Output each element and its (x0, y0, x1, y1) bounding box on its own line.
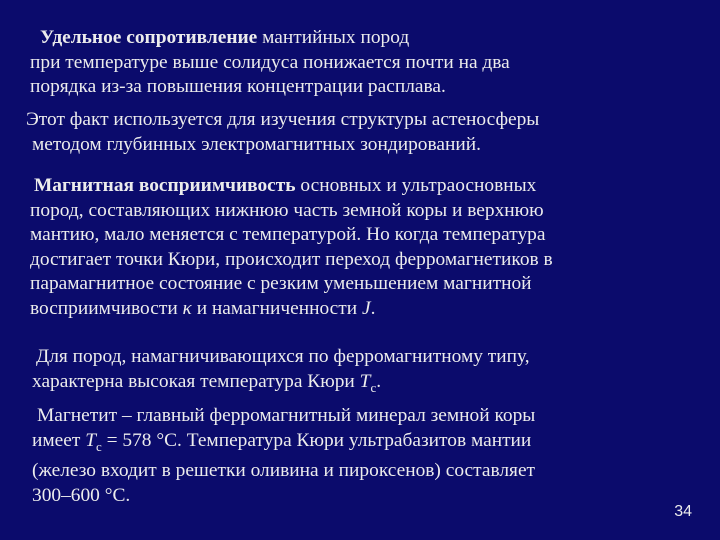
text-line (30, 26, 510, 51)
text-fragment: основных и ультраосновных (295, 175, 537, 196)
text-fragment: = 578 °С. Температура Кюри ультрабазитов мантии (101, 429, 532, 451)
paragraph-resistivity (30, 26, 510, 100)
text-line: методом глубинных электромагнитных зондирований. (32, 133, 481, 155)
text-line (30, 174, 553, 199)
term-susceptibility: Магнитная восприимчивость (34, 175, 296, 196)
symbol-J: J (361, 297, 371, 319)
text-line (32, 370, 530, 400)
symbol-subscript: c (95, 438, 102, 454)
text-line: парамагнитное состояние с резким уменьшением магнитной (30, 273, 532, 295)
text-line: порядка из-за повышения концентрации расплава. (30, 76, 446, 98)
text-line (30, 297, 553, 322)
paragraph-curie-temperature (32, 345, 530, 400)
symbol-kappa: κ (182, 297, 192, 319)
symbol-subscript: c (370, 379, 377, 395)
paragraph-susceptibility (30, 174, 553, 322)
text-line (32, 429, 535, 459)
text-line: Магнетит – главный ферромагнитный минерал земной коры (37, 405, 536, 426)
text-fragment: и намагниченности (191, 297, 362, 319)
text-fragment: характерна высокая температура Кюри (32, 370, 360, 392)
text-fragment: мантийных пород (257, 27, 410, 48)
symbol-T: T (85, 429, 96, 451)
text-line: мантию, мало меняется с температурой. Но когда температура (30, 224, 546, 246)
text-line: Для пород, намагничивающихся по ферромагнитному типу, (36, 346, 530, 367)
symbol-T: T (359, 370, 371, 392)
text-fragment: имеет (32, 429, 86, 451)
text-line: Этот факт используется для изучения структуры астеносферы (26, 109, 540, 130)
text-line: при температуре выше солидуса понижается почти на два (30, 51, 510, 73)
paragraph-asthenosphere (26, 108, 539, 157)
term-resistivity: Удельное сопротивление (40, 27, 258, 48)
text-line: пород, составляющих нижнюю часть земной коры и верхнюю (30, 199, 544, 221)
text-line: (железо входит в решетки оливина и пироксенов) составляет (32, 460, 536, 482)
paragraph-magnetite (32, 404, 535, 508)
page-number: 34 (674, 503, 692, 520)
text-fragment: восприимчивости (30, 297, 183, 319)
text-fragment: . (376, 370, 382, 392)
text-line: достигает точки Кюри, происходит переход ферромагнетиков в (30, 248, 553, 270)
text-line: 300–600 °С. (32, 484, 131, 506)
text-fragment: . (370, 297, 376, 319)
